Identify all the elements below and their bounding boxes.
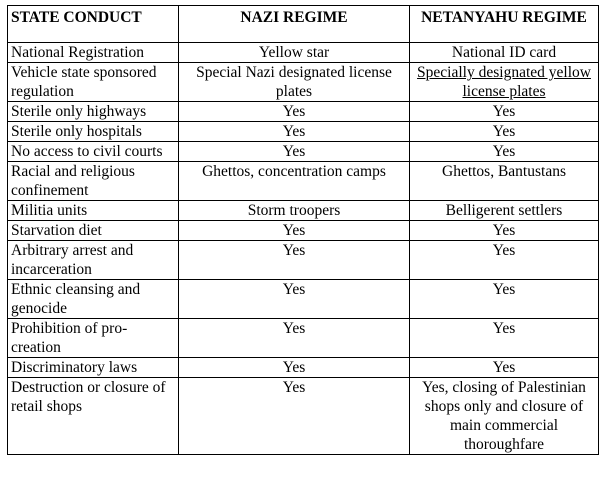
netanyahu-cell: Yes xyxy=(410,142,599,162)
netanyahu-cell: Yes, closing of Palestinian shops only and closure of main commercial thoroughfare xyxy=(410,378,599,455)
nazi-cell: Yes xyxy=(179,319,410,358)
comparison-table-wrapper xyxy=(7,5,599,455)
table-row xyxy=(8,358,599,378)
netanyahu-cell: Ghettos, Bantustans xyxy=(410,162,599,201)
conduct-cell: Ethnic cleansing and genocide xyxy=(8,280,179,319)
nazi-cell: Yellow star xyxy=(179,43,410,63)
netanyahu-cell: Yes xyxy=(410,221,599,241)
table-row xyxy=(8,142,599,162)
conduct-cell: Prohibition of pro-creation xyxy=(8,319,179,358)
table-row xyxy=(8,102,599,122)
nazi-cell: Yes xyxy=(179,358,410,378)
table-row xyxy=(8,319,599,358)
conduct-cell: Vehicle state sponsored regulation xyxy=(8,63,179,102)
table-row xyxy=(8,63,599,102)
table-row xyxy=(8,162,599,201)
conduct-cell: Sterile only hospitals xyxy=(8,122,179,142)
table-row xyxy=(8,378,599,455)
nazi-cell: Yes xyxy=(179,378,410,455)
netanyahu-cell: Yes xyxy=(410,319,599,358)
table-row xyxy=(8,280,599,319)
conduct-cell: No access to civil courts xyxy=(8,142,179,162)
nazi-cell: Yes xyxy=(179,122,410,142)
conduct-cell: Racial and religious confinement xyxy=(8,162,179,201)
conduct-cell: Destruction or closure of retail shops xyxy=(8,378,179,455)
netanyahu-cell: Yes xyxy=(410,358,599,378)
nazi-cell: Yes xyxy=(179,221,410,241)
table-row xyxy=(8,43,599,63)
netanyahu-cell: National ID card xyxy=(410,43,599,63)
header-netanyahu-regime: NETANYAHU REGIME xyxy=(410,6,599,43)
nazi-cell: Yes xyxy=(179,241,410,280)
netanyahu-cell: Yes xyxy=(410,280,599,319)
nazi-cell: Yes xyxy=(179,280,410,319)
table-row xyxy=(8,221,599,241)
nazi-cell: Storm troopers xyxy=(179,201,410,221)
netanyahu-cell: Belligerent settlers xyxy=(410,201,599,221)
netanyahu-cell: Yes xyxy=(410,122,599,142)
nazi-cell: Special Nazi designated license plates xyxy=(179,63,410,102)
conduct-cell: Discriminatory laws xyxy=(8,358,179,378)
conduct-cell: National Registration xyxy=(8,43,179,63)
header-state-conduct: STATE CONDUCT xyxy=(8,6,179,43)
conduct-cell: Sterile only highways xyxy=(8,102,179,122)
header-nazi-regime: NAZI REGIME xyxy=(179,6,410,43)
conduct-cell: Arbitrary arrest and incarceration xyxy=(8,241,179,280)
nazi-cell: Yes xyxy=(179,102,410,122)
nazi-cell: Ghettos, concentration camps xyxy=(179,162,410,201)
conduct-cell: Militia units xyxy=(8,201,179,221)
netanyahu-cell: Specially designated yellow license plates xyxy=(410,63,599,102)
table-row xyxy=(8,201,599,221)
nazi-cell: Yes xyxy=(179,142,410,162)
table-row xyxy=(8,241,599,280)
netanyahu-cell: Yes xyxy=(410,241,599,280)
comparison-table xyxy=(7,5,599,455)
netanyahu-cell: Yes xyxy=(410,102,599,122)
header-row xyxy=(8,6,599,43)
conduct-cell: Starvation diet xyxy=(8,221,179,241)
table-row xyxy=(8,122,599,142)
